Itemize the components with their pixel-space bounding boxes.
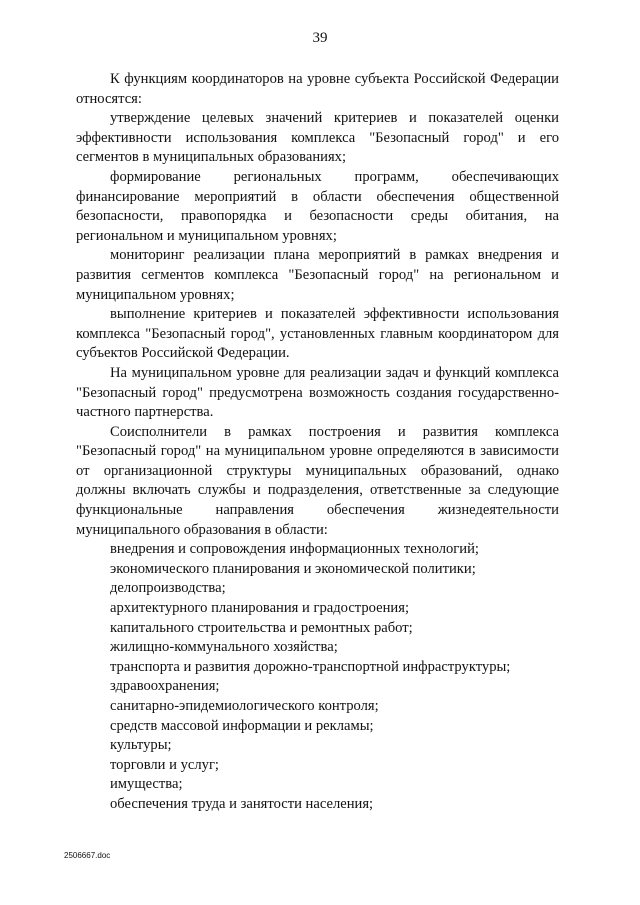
page-number: 39 xyxy=(312,30,328,46)
list-item: архитектурного планирования и градостроения; xyxy=(110,600,410,617)
paragraph-municipal: На муниципальном уровне для реализации задач и функций комплекса "Безопасный город" предусмотрена возможность создания государственно-частного партнерства. xyxy=(76,364,559,421)
paragraph-coexecutors: Соисполнители в рамках построения и развития комплекса "Безопасный город" на муниципальном уровне определяются в зависимости от организационной структуры муниципальных образований, однако должны включать службы и подразделения, ответственные за следующие функциональные направления обеспечения жизнедеятельности муниципального образования в области: xyxy=(76,423,559,538)
paragraph-monitoring: мониторинг реализации плана мероприятий в рамках внедрения и развития сегментов комплекса "Безопасный город" на региональном и муниципальном уровнях; xyxy=(76,247,559,303)
list-item: имущества; xyxy=(110,776,183,793)
list-item: средств массовой информации и рекламы; xyxy=(110,717,374,734)
list-item: торговли и услуг; xyxy=(110,756,219,773)
list-item: транспорта и развития дорожно-транспортной инфраструктуры; xyxy=(110,658,511,675)
paragraph-targets: утверждение целевых значений критериев и показателей оценки эффективности использования комплекса "Безопасный город" и его сегментов в муниципальных образованиях; xyxy=(76,110,559,166)
functional-areas-list xyxy=(76,540,559,814)
list-item: экономического планирования и экономической политики; xyxy=(110,560,476,577)
paragraph-intro: К функциям координаторов на уровне субъекта Российской Федерации относятся: xyxy=(76,71,559,107)
list-item: культуры; xyxy=(110,737,172,754)
list-item: здравоохранения; xyxy=(110,678,220,695)
list-item: санитарно-эпидемиологического контроля; xyxy=(110,698,379,714)
paragraph-criteria: выполнение критериев и показателей эффективности использования комплекса "Безопасный город", установленных главным координатором для субъектов Российской Федерации. xyxy=(76,306,559,362)
list-item: капитального строительства и ремонтных работ; xyxy=(110,619,413,636)
list-item: делопроизводства; xyxy=(110,580,226,597)
document-body xyxy=(76,70,559,815)
document-id-footer: 2506667.doc xyxy=(64,851,111,860)
paragraph-programs: формирование региональных программ, обеспечивающих финансирование мероприятий в области обеспечения общественной безопасности, правопорядка и безопасности среды обитания, на региональном и муниципальном уровнях; xyxy=(76,168,559,244)
list-item: внедрения и сопровождения информационных технологий; xyxy=(110,541,479,558)
list-item: жилищно-коммунального хозяйства; xyxy=(110,639,338,656)
list-item: обеспечения труда и занятости населения; xyxy=(110,795,374,812)
